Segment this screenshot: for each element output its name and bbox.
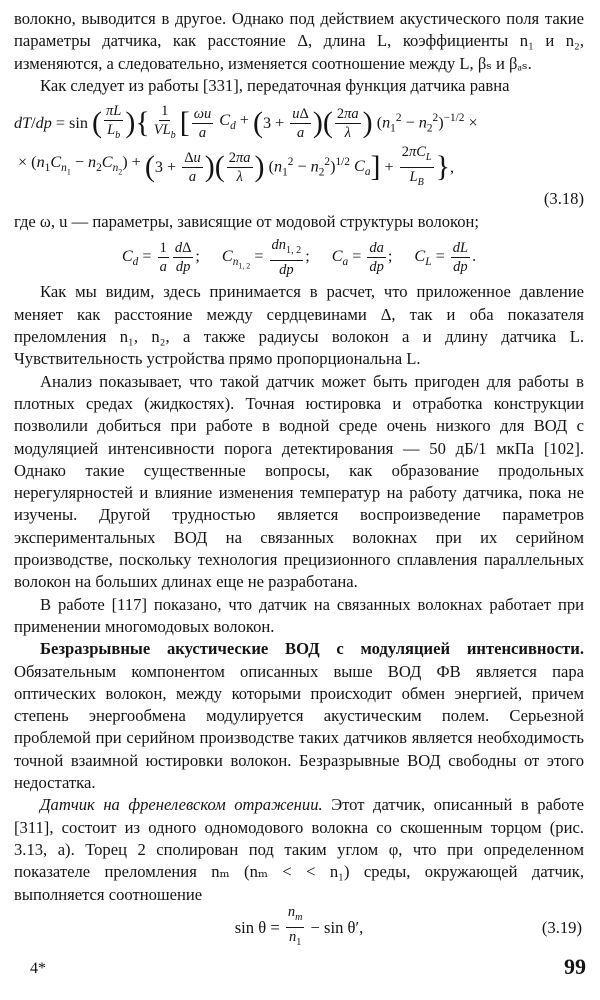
- paragraph-8-body: Этот датчик, описанный в работе [311], состоит из одного одномодового волокна со скошенным торцом (рис. 3.13, a). Торец 2 сполирован под таким углом φ, что при определенном показателе преломления nₘ (nₘ < < n₁) среды, окружающей датчик, выполняется соотношение: [14, 795, 585, 904]
- paragraph-5: Анализ показывает, что такой датчик может быть пригоден для работы в плотных средах (жидкостях). Точная юстировка и отработка конструкции позволили добиться при работе в водной среде очень низкого для ВОД с модуляцией интенсивности порога детектирования — 50 дБ/1 мкПа [102]. Однако такие существенные вопросы, как образование продольных нерегулярностей и влияние изменения температур на работу датчика, пока не изучены. Другой трудностью является воспроизведение параметров экспериментальных ВОД на связанных волокнах при их серийном производстве, поскольку технология прецизионного сплавления параллельных волокон на больших длинах еще не разработана.: [14, 371, 584, 592]
- paragraph-2: Как следует из работы [331], передаточная функция датчика равна: [40, 75, 510, 95]
- document-page: [14, 8, 584, 950]
- paragraph-6: В работе [117] показано, что датчик на связанных волокнах работает при применении многомодовых волокон.: [14, 594, 584, 636]
- definitions-formula: $C_d$ = $\frac{1}{a}$ $\frac{d\Delta}{dp}$ ; $C_{n_{1, 2}}$ = $\frac{dn_{1, 2}}{dp}$ ; $C_a$ = $\frac{da}{dp}$ ; $C_L$ = $\frac{dL}{dp}$ .: [121, 237, 477, 278]
- section-heading: Безразрывные акустические ВОД с модуляцией интенсивности.: [40, 639, 584, 659]
- equation-3-19-number: (3.19): [541, 917, 582, 937]
- paragraph-8: [14, 794, 584, 905]
- signature-mark: 4*: [30, 960, 46, 977]
- equation-3-19: sin θ = $\frac{n_m}{n_1}$ − sin θ′, (3.19): [234, 904, 582, 949]
- page-number: 99: [564, 954, 586, 979]
- paragraph-7: [14, 638, 584, 794]
- equation-3-18: [14, 101, 584, 209]
- subsection-heading: Датчик на френелевском отражении.: [40, 795, 323, 815]
- equation-3-18-line-2: × $(n_1C_{n_1} - n_2C_{n_2})$ + ( 3 + $\frac{\Delta u}{a}$ ) ( $\frac{2\pi a}{\lambda}$ ) $(n_1^2 - n_2^2)^{1/2}$ $C_a$ ] + $\frac{2\pi C_L}{L_B}$ } ,: [18, 143, 455, 188]
- paragraph-4: Как мы видим, здесь принимается в расчет, что приложенное давление меняет как расстояние между сердцевинами Δ, так и оба показателя преломления n₁, n₂, а также радиусы волокон a и длину датчика L. Чувствительность устройства прямо пропорциональна L.: [14, 282, 584, 369]
- equation-3-18-number: (3.18): [543, 189, 584, 209]
- equation-3-18-line-1: dT/dp = sin ( $\frac{\pi L}{L_b}$ ) { $\frac{1}{VL_b}$ [ $\frac{\omega u}{a}$ $C_d$ + ( 3 + $\frac{u\Delta}{a}$ ) ( $\frac{2\pi a}{\lambda}$ ) $(n_1^2 - n_2^2)^{-1/2}$ ×: [14, 102, 478, 141]
- paragraph-3: где ω, u — параметры, зависящие от модовой структуры волокон;: [14, 212, 480, 232]
- page-footer: [30, 954, 586, 990]
- paragraph-1: волокно, выводится в другое. Однако под действием акустического поля такие параметры датчика, как расстояние Δ, длина L, коэффициенты n₁ и n₂, изменяются, а следовательно, изменяется соотношение между L, βₛ и βₐₛ.: [14, 9, 584, 73]
- paragraph-7-body: Обязательным компонентом описанных выше ВОД ФВ является пара оптических волокон, между которыми происходит обмен энергией, причем степень энергообмена модулируется акустическим полем. Серьезной проблемой при серийном производстве таких датчиков является необходимость точной взаимной юстировки волокон. Безразрывные ВОД свободны от этого недостатка.: [14, 661, 584, 793]
